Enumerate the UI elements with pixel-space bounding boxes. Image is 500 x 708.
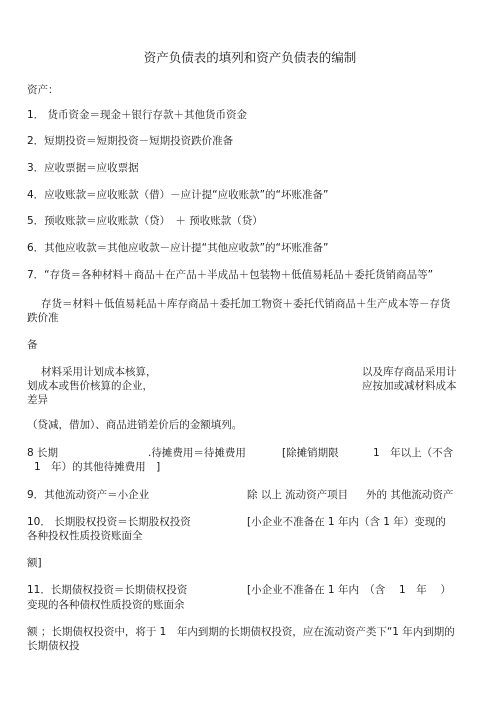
text-line: .待摊费用＝待摊费用 (148, 447, 246, 459)
text-line: 外的 其他流动资产 (366, 489, 454, 501)
text-line: 1 年以上（不含 (373, 447, 454, 459)
text-line: 8 长期 (27, 447, 59, 459)
text-line: 额 ；长期债权投资中，将于 1 年内到期的长期债权投资，应在流动资产类下“1 年内到期的 (27, 626, 455, 638)
text-line: （贷减，借加）、商品进销差价后的金额填列。 (27, 419, 243, 431)
text-line: 1． 货币资金＝现金＋银行存款＋其他货币资金 (27, 109, 248, 121)
text-line: 划成本或售价核算的企业， (27, 380, 153, 392)
text-line: 长期债权投 (27, 640, 80, 652)
text-line: 除 以上 流动资产项目 (247, 489, 349, 501)
text-line: 10． 长期股权投资＝长期股权投资 (27, 516, 191, 528)
text-line: 材料采用计划成本核算， (41, 366, 157, 378)
text-line: 以及库存商品采用计 (362, 366, 457, 378)
text-line: 3．应收票据＝应收票据 (27, 162, 139, 174)
text-line: 存货＝材料＋低值易耗品＋库存商品＋委托加工物资＋委托代销商品＋生产成本等－存货 (41, 298, 451, 310)
text-line: 5．预收账款＝应收账款（贷） ＋ 预收账款（贷） (27, 215, 263, 227)
text-line: 4．应收账款＝应收账款（借）－应计提“应收账款”的“坏账准备” (27, 189, 329, 201)
text-line: 6．其他应收款＝其他应收款－应计提“其他应收款”的“坏账准备” (27, 242, 329, 254)
text-line: 差异 (27, 394, 48, 406)
text-line: 额] (27, 557, 42, 569)
section-label: 资产： (27, 84, 59, 96)
text-line: 7．“存货＝各种材料＋商品＋在产品＋半成品＋包装物＋低值易耗品＋委托货销商品等” (27, 269, 434, 281)
text-line: [除摊销期限 (282, 447, 339, 459)
text-line: 11．长期债权投资＝长期债权投资 (27, 584, 188, 596)
document-title: 资产负债表的填列和资产负债表的编制 (143, 50, 357, 65)
text-line: [小企业不准备在 1 年内 （含 1 年 ） (247, 584, 452, 596)
text-line: 跌价准 (27, 312, 59, 324)
text-line: 备 (27, 339, 38, 351)
text-line: 1 年）的其他待摊费用 ] (34, 461, 161, 473)
text-line: 9．其他流动资产＝小企业 (27, 489, 150, 501)
text-line: 2．短期投资＝短期投资－短期投资跌价准备 (27, 135, 234, 147)
text-line: 各种投权性质投资账面全 (27, 530, 143, 542)
text-line: [小企业不准备在 1 年内（含 1 年）变现的 (247, 516, 446, 528)
text-line: 变现的各种债权性质投资的账面余 (27, 599, 185, 611)
text-line: 应按加或减材料成本 (362, 380, 457, 392)
